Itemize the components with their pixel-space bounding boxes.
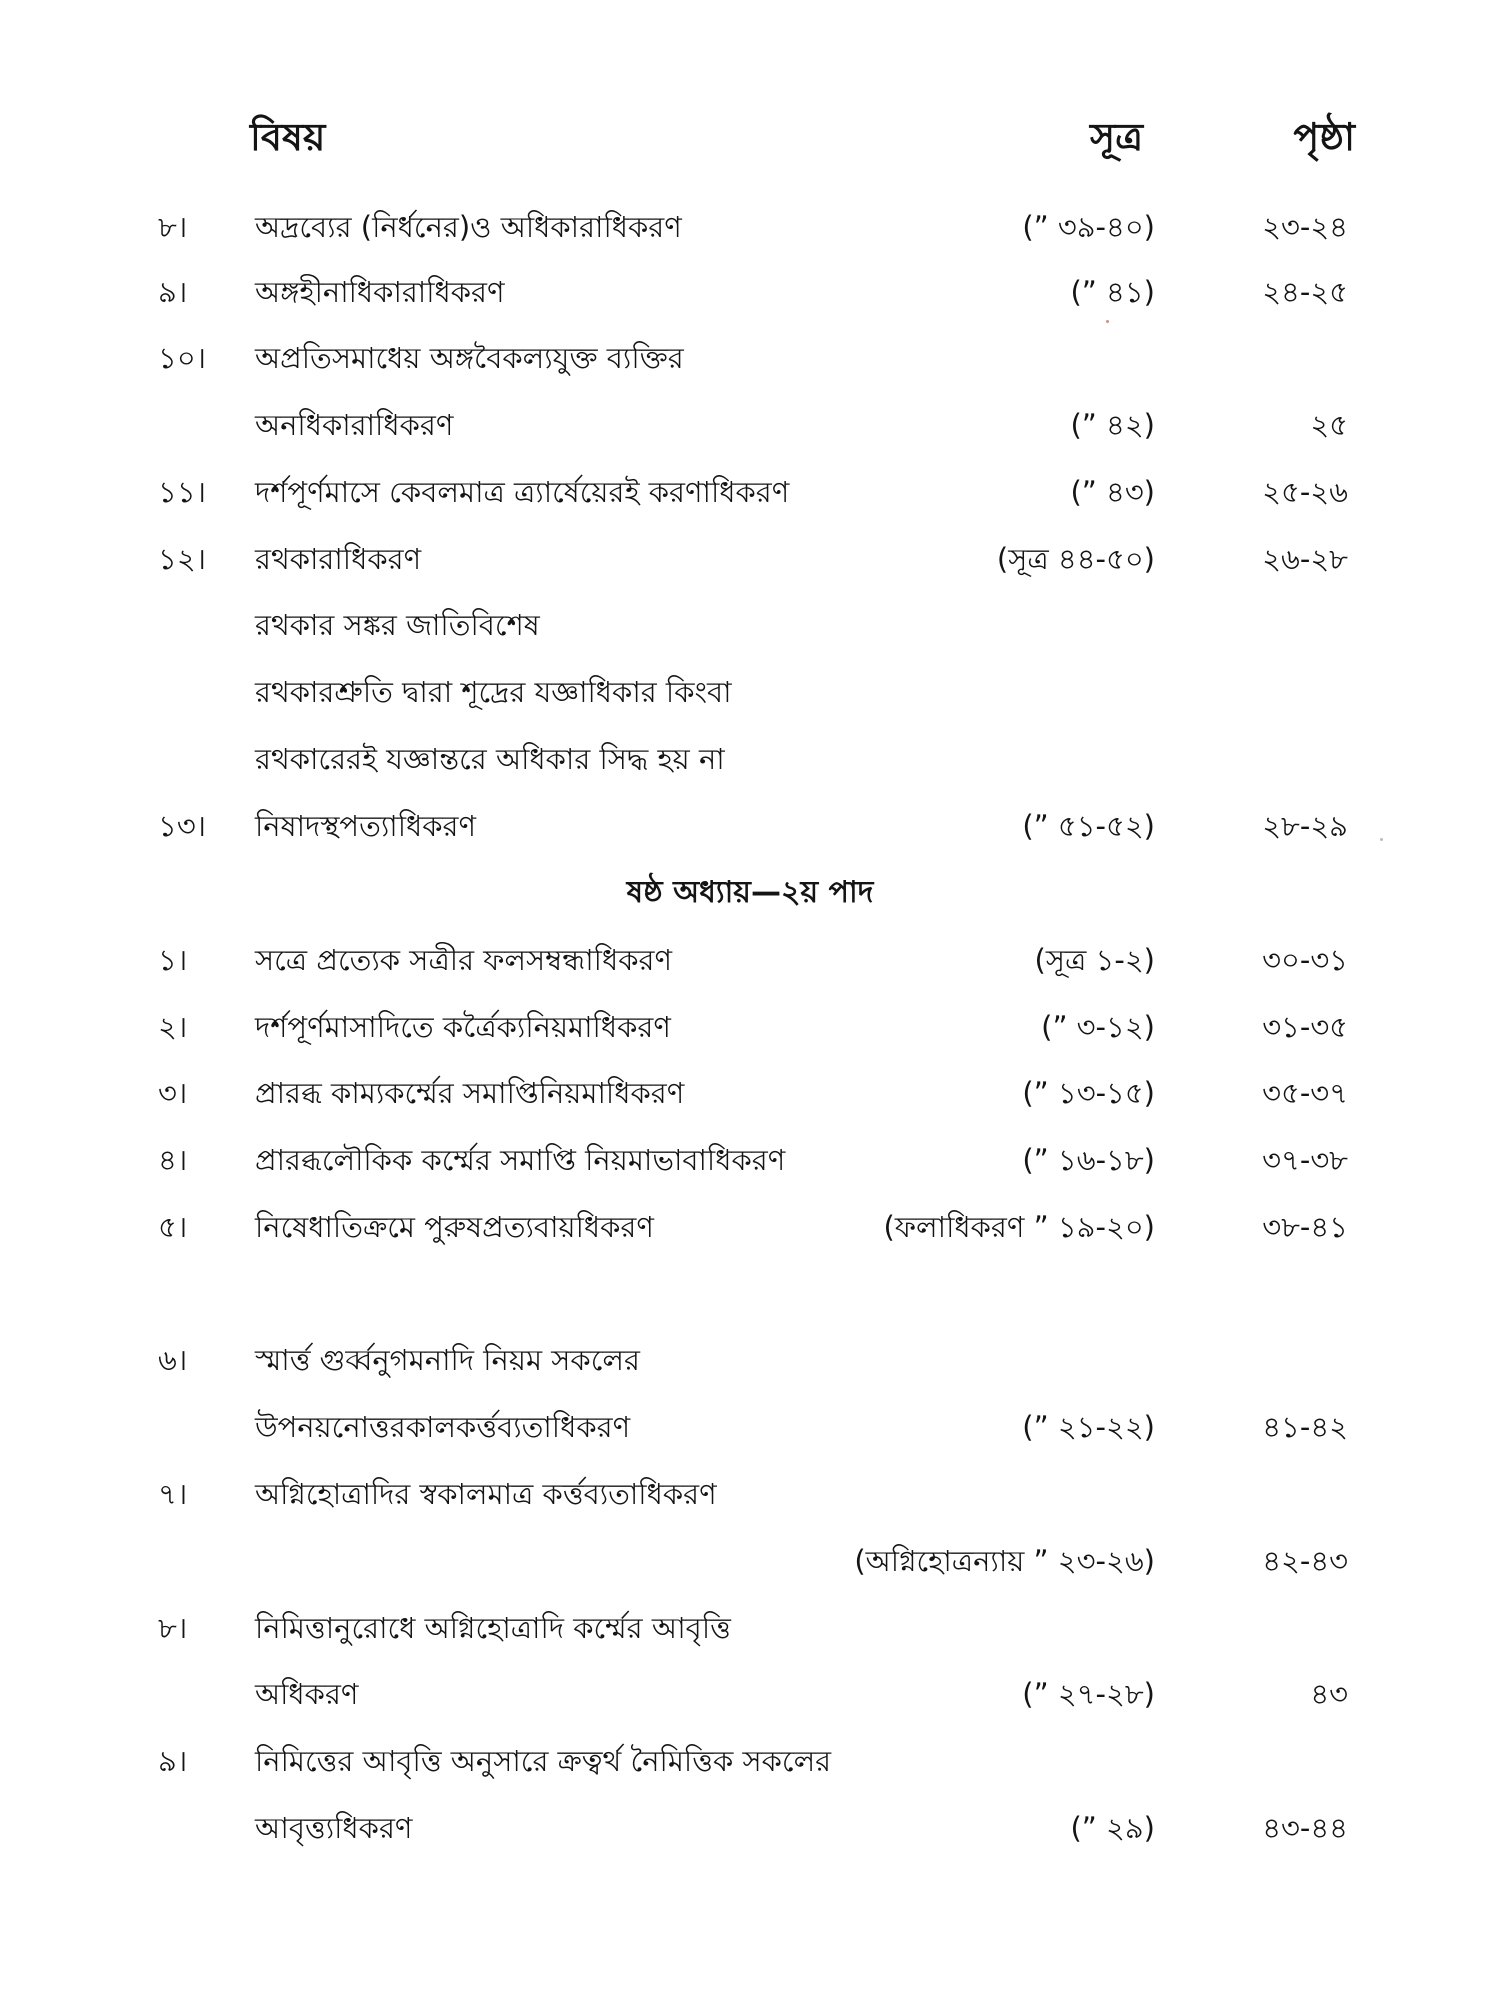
toc-row (0, 1600, 1500, 1656)
toc-row (0, 1466, 1500, 1522)
entry-number: ৪। (158, 1143, 188, 1177)
entry-sutra: (” ৪৩) (1070, 475, 1155, 509)
entry-title: দর্শপূর্ণমাসাদিতে কর্ত্রৈক্যনিয়মাধিকরণ (255, 1010, 671, 1044)
entry-title: নিষেধাতিক্রমে পুরুষপ্রত্যবায়ধিকরণ (255, 1210, 654, 1244)
entry-title: আবৃত্ত্যধিকরণ (255, 1811, 413, 1845)
entry-sutra: (সূত্র ৪৪-৫০) (996, 542, 1155, 576)
entry-sutra: (” ২১-২২) (1022, 1410, 1155, 1444)
toc-row (0, 1065, 1500, 1121)
entry-page: ২৬-২৮ (1262, 542, 1348, 576)
page-column-header: পৃষ্ঠা (1293, 115, 1355, 159)
entry-sutra: (অগ্নিহোত্রন্যায় ” ২৩-২৬) (854, 1544, 1155, 1578)
entry-number: ১২। (158, 542, 207, 576)
entry-title: রথকারাধিকরণ (255, 542, 422, 576)
entry-title: রথকারেরই যজ্ঞান্তরে অধিকার সিদ্ধ হয় না (255, 742, 725, 776)
entry-sutra: (” ৫১-৫২) (1022, 809, 1155, 843)
toc-row (0, 330, 1500, 386)
entry-sutra: (” ১৬-১৮) (1022, 1143, 1155, 1177)
entry-sutra: (” ৪১) (1070, 275, 1155, 309)
toc-row (0, 999, 1500, 1055)
entry-title: অগ্নিহোত্রাদির স্বকালমাত্র কর্ত্তব্যতাধিকরণ (255, 1477, 717, 1511)
toc-row (0, 1666, 1500, 1722)
entry-title: অনধিকারাধিকরণ (255, 408, 454, 442)
entry-sutra: (” ৪২) (1070, 408, 1155, 442)
entry-number: ৭। (158, 1477, 188, 1511)
entry-page: ২৮-২৯ (1262, 809, 1348, 843)
toc-row (0, 1332, 1500, 1388)
entry-title: সত্রে প্রত্যেক সত্রীর ফলসম্বন্ধাধিকরণ (255, 943, 672, 977)
entry-title: প্রারব্ধলৌকিক কর্ম্মের সমাপ্তি নিয়মাভাবাধিকরণ (255, 1143, 786, 1177)
entry-page: ৪৩ (1310, 1677, 1348, 1711)
entry-title: নিমিত্তানুরোধে অগ্নিহোত্রাদি কর্ম্মের আবৃত্তি (255, 1611, 731, 1645)
entry-page: ২৫ (1310, 408, 1348, 442)
entry-page: ২৫-২৬ (1262, 475, 1348, 509)
toc-row (0, 464, 1500, 520)
entry-number: ৩। (158, 1076, 188, 1110)
entry-sutra: (ফলাধিকরণ ” ১৯-২০) (883, 1210, 1155, 1244)
entry-page: ৪২-৪৩ (1262, 1544, 1348, 1578)
entry-title: অদ্রব্যের (নির্ধনের)ও অধিকারাধিকরণ (255, 210, 682, 244)
entry-title: প্রারব্ধ কাম্যকর্ম্মের সমাপ্তিনিয়মাধিকরণ (255, 1076, 685, 1110)
subject-column-header: বিষয় (250, 115, 326, 159)
entry-number: ২। (158, 1010, 188, 1044)
toc-row (0, 798, 1500, 854)
toc-row (0, 731, 1500, 787)
entry-title: উপনয়নোত্তরকালকর্ত্তব্যতাধিকরণ (255, 1410, 631, 1444)
toc-row (0, 1199, 1500, 1255)
entry-page: ৩০-৩১ (1262, 943, 1348, 977)
toc-row (0, 1800, 1500, 1856)
entry-sutra: (” ১৩-১৫) (1022, 1076, 1155, 1110)
section-heading: ষষ্ঠ অধ্যায়—২য় পাদ (626, 875, 874, 910)
entry-sutra: (” ২৭-২৮) (1022, 1677, 1155, 1711)
entry-number: ৮। (158, 210, 188, 244)
entry-number: ১০। (158, 341, 207, 375)
toc-row (0, 1399, 1500, 1455)
entry-page: ৩৮-৪১ (1262, 1210, 1348, 1244)
entry-title: অপ্রতিসমাধেয় অঙ্গবৈকল্যযুক্ত ব্যক্তির (255, 341, 684, 375)
toc-row (0, 597, 1500, 653)
toc-row (0, 932, 1500, 988)
entry-sutra: (” ৩৯-৪০) (1022, 210, 1155, 244)
toc-row (0, 1533, 1500, 1589)
entry-title: রথকার সঙ্কর জাতিবিশেষ (255, 608, 540, 642)
toc-row (0, 531, 1500, 587)
toc-row (0, 664, 1500, 720)
sutra-column-header: সূত্র (1090, 115, 1144, 159)
entry-title: দর্শপূর্ণমাসে কেবলমাত্র ত্র্যার্ষেয়েরই করণাধিকরণ (255, 475, 790, 509)
entry-page: ৩৭-৩৮ (1262, 1143, 1348, 1177)
entry-sutra: (” ২৯) (1070, 1811, 1155, 1845)
entry-page: ২৩-২৪ (1262, 210, 1348, 244)
entry-page: ৩৫-৩৭ (1262, 1076, 1348, 1110)
entry-number: ১১। (158, 475, 207, 509)
toc-row (0, 1132, 1500, 1188)
entry-title: অধিকরণ (255, 1677, 359, 1711)
entry-sutra: (সূত্র ১-২) (1034, 943, 1155, 977)
entry-number: ৯। (158, 275, 188, 309)
entry-title: স্মার্ত্ত গুর্ব্বনুগমনাদি নিয়ম সকলের (255, 1343, 640, 1377)
entry-page: ৩১-৩৫ (1262, 1010, 1348, 1044)
entry-number: ১। (158, 943, 188, 977)
entry-page: ৪৩-৪৪ (1262, 1811, 1348, 1845)
entry-title: অঙ্গহীনাধিকারাধিকরণ (255, 275, 505, 309)
column-header-row (0, 108, 1500, 168)
entry-page: ৪১-৪২ (1262, 1410, 1348, 1444)
entry-number: ৬। (158, 1343, 188, 1377)
entry-number: ১৩। (158, 809, 207, 843)
entry-page: ২৪-২৫ (1262, 275, 1348, 309)
entry-title: নিষাদস্থপত্যাধিকরণ (255, 809, 477, 843)
toc-row (0, 199, 1500, 255)
entry-number: ৯। (158, 1744, 188, 1778)
toc-row (0, 264, 1500, 320)
entry-sutra: (” ৩-১২) (1041, 1010, 1155, 1044)
entry-number: ৫। (158, 1210, 188, 1244)
entry-title: রথকারশ্রুতি দ্বারা শূদ্রের যজ্ঞাধিকার কিংবা (255, 675, 732, 709)
scan-speck (1380, 838, 1383, 841)
toc-row (0, 397, 1500, 453)
entry-number: ৮। (158, 1611, 188, 1645)
scan-speck (1106, 320, 1109, 323)
toc-row (0, 1733, 1500, 1789)
entry-title: নিমিত্তের আবৃত্তি অনুসারে ক্রত্বর্থ নৈমিত্তিক সকলের (255, 1744, 832, 1778)
